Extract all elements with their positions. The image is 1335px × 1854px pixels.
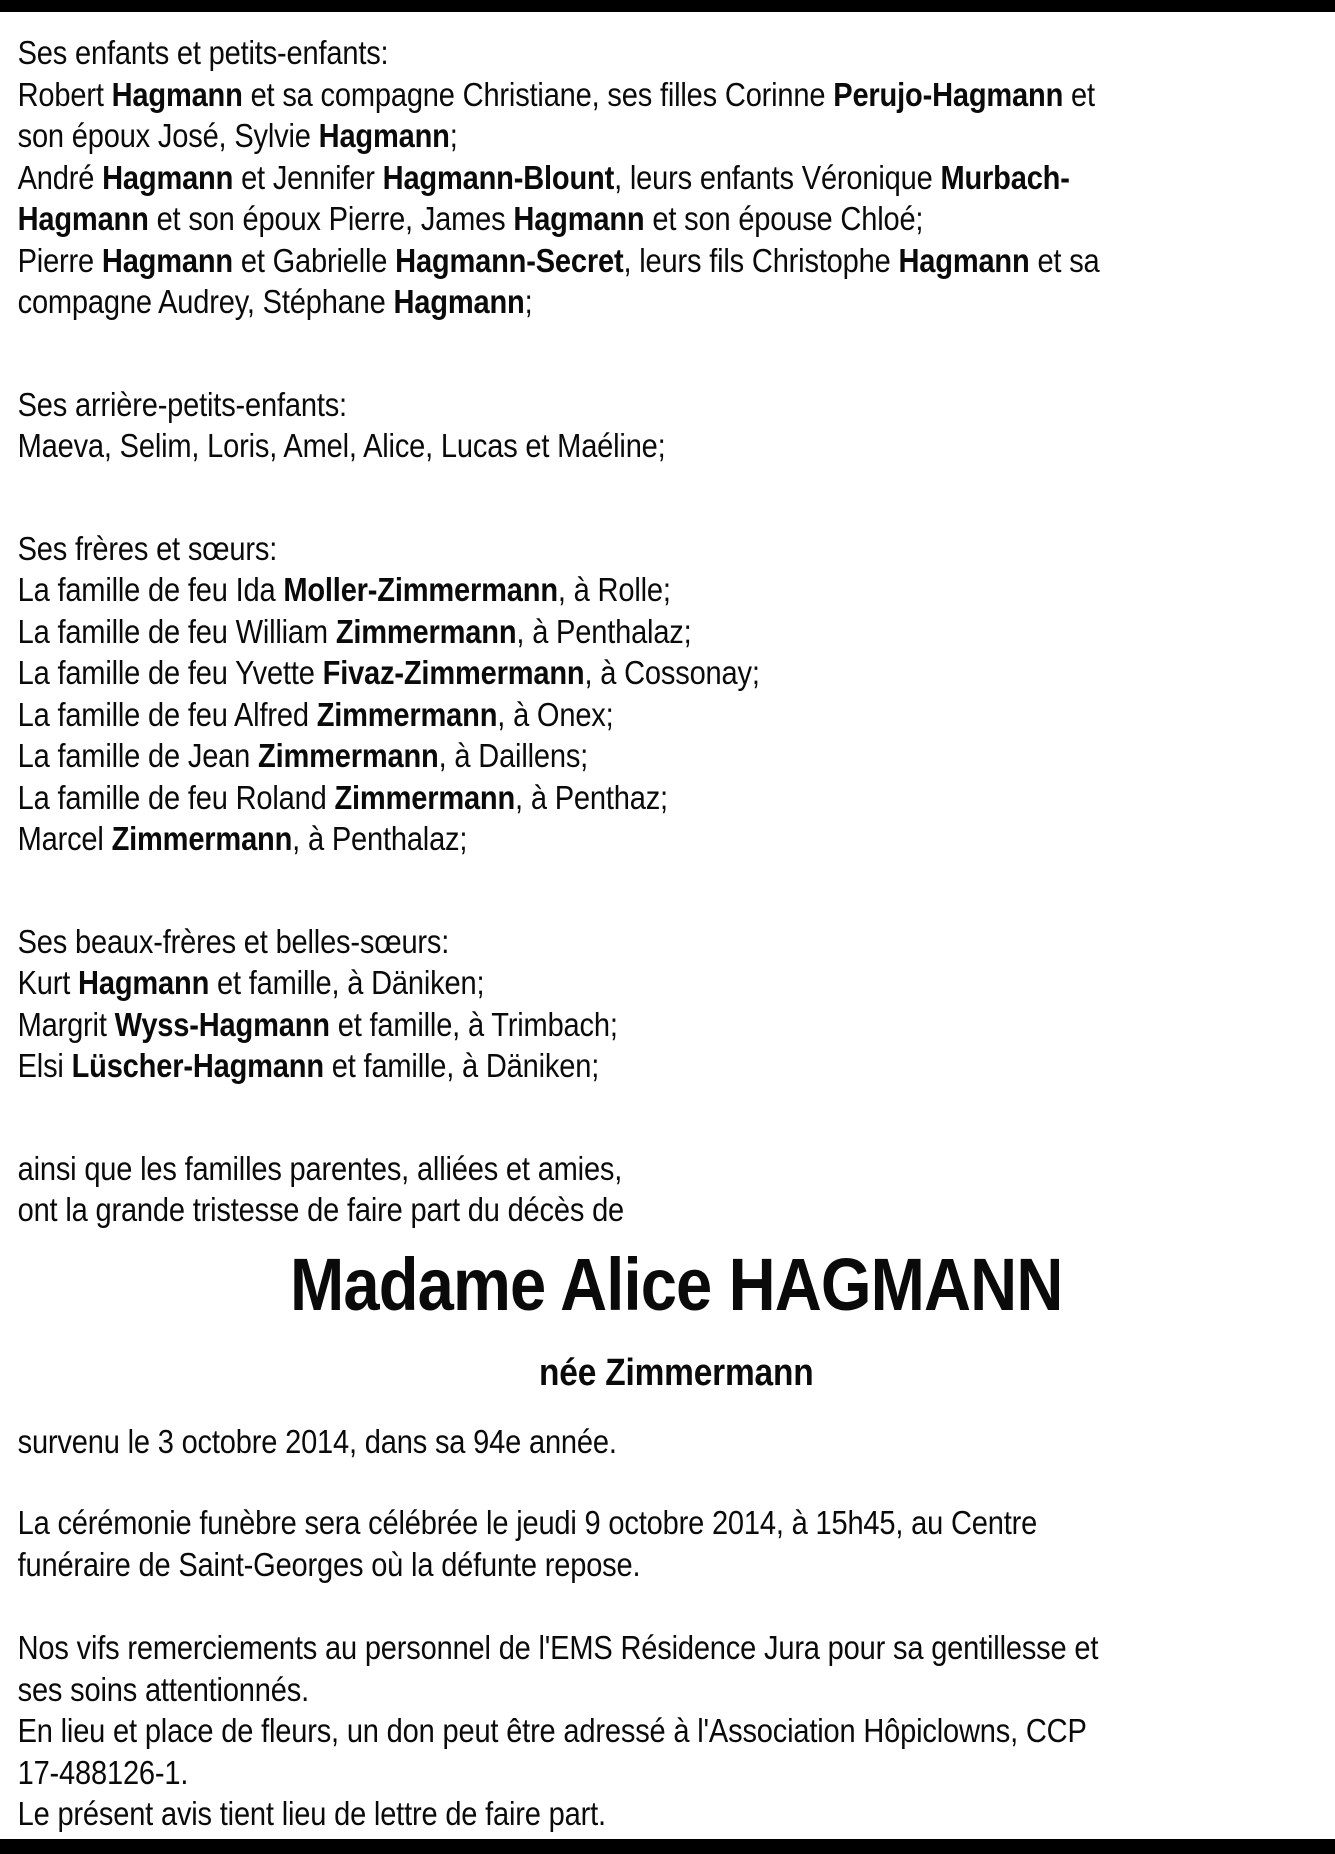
top-border-bar <box>0 0 1335 12</box>
paragraph <box>18 921 1335 1087</box>
text-segment: Margrit <box>17 1005 115 1043</box>
text-segment: funéraire de Saint-Georges où la défunte repose. <box>17 1545 641 1583</box>
text-line <box>18 1793 1335 1835</box>
family-name-bold: Zimmermann <box>111 820 293 857</box>
text-line <box>18 1421 1335 1463</box>
text-segment: Marcel <box>17 820 112 857</box>
paragraph <box>18 1421 1335 1463</box>
family-name-bold: Hagmann <box>898 241 1030 279</box>
text-segment: , leurs fils Christophe <box>623 241 899 279</box>
text-line <box>18 1189 1335 1231</box>
text-segment: et famille, à Trimbach; <box>329 1005 618 1043</box>
text-segment: La famille de feu Alfred <box>17 695 317 733</box>
text-line <box>18 569 1335 611</box>
text-segment: ont la grande tristesse de faire part du décès de <box>17 1191 625 1228</box>
text-line <box>18 1502 1335 1544</box>
text-segment: , à Penthalaz; <box>516 612 692 650</box>
family-name-bold: Lüscher-Hagmann <box>71 1047 324 1084</box>
text-segment: ses soins attentionnés. <box>17 1670 309 1708</box>
text-segment: et son épouse Chloé; <box>644 200 924 237</box>
text-segment: , à Daillens; <box>438 737 589 774</box>
family-name-bold: Wyss-Hagmann <box>114 1005 330 1043</box>
family-name-bold: Zimmermann <box>258 737 439 774</box>
text-segment: et <box>1063 75 1095 113</box>
deceased-name-title: Madame Alice HAGMANN <box>290 1242 1063 1326</box>
paragraph <box>18 32 1335 323</box>
family-sections <box>18 32 1335 1231</box>
text-line <box>18 1004 1335 1046</box>
text-segment: Robert <box>17 75 112 113</box>
text-segment: Le présent avis tient lieu de lettre de faire part. <box>17 1795 606 1832</box>
text-line <box>18 198 1335 240</box>
text-line <box>18 777 1335 819</box>
paragraph <box>18 384 1335 467</box>
text-segment: et famille, à Däniken; <box>323 1047 600 1084</box>
text-segment: Kurt <box>17 964 79 1001</box>
paragraph <box>18 1627 1335 1835</box>
text-line <box>18 1752 1335 1794</box>
text-segment: et Jennifer <box>233 158 383 196</box>
text-line <box>18 1669 1335 1711</box>
family-name-bold: Moller-Zimmermann <box>283 571 558 608</box>
family-name-bold: Hagmann <box>102 158 234 196</box>
text-segment: et sa <box>1029 241 1100 279</box>
text-line <box>18 735 1335 777</box>
text-segment: Ses enfants et petits-enfants: <box>17 34 389 71</box>
text-line <box>18 1148 1335 1190</box>
text-segment: La famille de feu Yvette <box>17 654 323 691</box>
text-segment: André <box>17 158 103 196</box>
text-segment: , à Penthaz; <box>515 778 668 816</box>
text-segment: Pierre <box>17 241 102 279</box>
text-line <box>18 921 1335 963</box>
text-line <box>18 818 1335 860</box>
family-name-bold: Hagmann <box>78 964 210 1001</box>
family-name-bold: Zimmermann <box>316 695 498 733</box>
details-sections <box>18 1421 1335 1835</box>
text-segment: et Gabrielle <box>232 241 396 279</box>
text-line <box>18 32 1335 74</box>
family-name-bold: Hagmann <box>513 200 645 237</box>
family-name-bold: Perujo-Hagmann <box>833 75 1064 113</box>
text-segment: , à Penthalaz; <box>292 820 468 857</box>
text-segment: Elsi <box>17 1047 72 1084</box>
text-segment: La famille de Jean <box>17 737 259 774</box>
text-segment: La famille de feu Roland <box>17 778 335 816</box>
text-line <box>18 962 1335 1004</box>
text-segment: , à Rolle; <box>557 571 671 608</box>
text-segment: survenu le 3 octobre 2014, dans sa 94e année. <box>17 1422 617 1460</box>
text-line <box>18 1627 1335 1669</box>
text-line <box>18 157 1335 199</box>
family-name-bold: Murbach- <box>940 158 1070 196</box>
text-segment: Ses frères et sœurs: <box>17 529 278 567</box>
text-segment: En lieu et place de fleurs, un don peut être adressé à l'Association Hôpiclowns, CCP <box>17 1712 1087 1749</box>
text-segment: Ses beaux-frères et belles-sœurs: <box>17 922 450 960</box>
text-segment: ; <box>449 117 458 154</box>
text-line <box>18 425 1335 467</box>
text-line <box>18 528 1335 570</box>
text-line <box>18 652 1335 694</box>
text-segment: et famille, à Däniken; <box>209 964 485 1001</box>
obituary-notice <box>0 12 1335 1835</box>
text-segment: 17-488126-1. <box>17 1753 189 1791</box>
family-name-bold: Zimmermann <box>335 612 517 650</box>
text-segment: La famille de feu Ida <box>17 571 284 608</box>
text-line <box>18 611 1335 653</box>
family-name-bold: Hagmann <box>101 241 233 279</box>
text-segment: compagne Audrey, Stéphane <box>17 283 394 320</box>
family-name-bold: Hagmann-Blount <box>382 158 615 196</box>
text-segment: et sa compagne Christiane, ses filles Corinne <box>242 75 834 113</box>
family-name-bold: Fivaz-Zimmermann <box>322 654 585 691</box>
bottom-border-bar <box>0 1839 1335 1854</box>
text-line <box>18 115 1335 157</box>
text-segment: La famille de feu William <box>17 612 336 650</box>
family-name-bold: Hagmann <box>393 283 525 320</box>
text-segment: , leurs enfants Véronique <box>614 158 941 196</box>
text-line <box>18 384 1335 426</box>
maiden-name-subtitle: née Zimmermann <box>539 1351 814 1394</box>
family-name-bold: Hagmann <box>111 75 243 113</box>
paragraph <box>18 1502 1335 1585</box>
text-line <box>18 240 1335 282</box>
text-segment: son époux José, Sylvie <box>17 117 319 154</box>
text-line <box>18 281 1335 323</box>
text-line <box>18 1045 1335 1087</box>
family-name-bold: Zimmermann <box>334 778 516 816</box>
text-line <box>18 694 1335 736</box>
text-segment: Nos vifs remerciements au personnel de l'EMS Résidence Jura pour sa gentillesse et <box>17 1629 1099 1666</box>
text-segment: et son époux Pierre, James <box>148 200 514 237</box>
text-segment: Ses arrière-petits-enfants: <box>17 385 347 423</box>
text-segment: La cérémonie funèbre sera célébrée le jeudi 9 octobre 2014, à 15h45, au Centre <box>17 1504 1038 1541</box>
family-name-bold: Hagmann <box>17 200 149 237</box>
text-line <box>18 1544 1335 1586</box>
family-name-bold: Hagmann-Secret <box>395 241 624 279</box>
paragraph <box>18 1148 1335 1231</box>
text-segment: , à Onex; <box>497 695 614 733</box>
text-segment: ; <box>524 283 533 320</box>
text-segment: ainsi que les familles parentes, alliées et amies, <box>17 1149 623 1187</box>
text-segment: Maeva, Selim, Loris, Amel, Alice, Lucas et Maéline; <box>17 427 666 464</box>
family-name-bold: Hagmann <box>318 117 450 154</box>
paragraph <box>18 528 1335 860</box>
text-segment: , à Cossonay; <box>584 654 760 691</box>
text-line <box>18 74 1335 116</box>
text-line <box>18 1710 1335 1752</box>
